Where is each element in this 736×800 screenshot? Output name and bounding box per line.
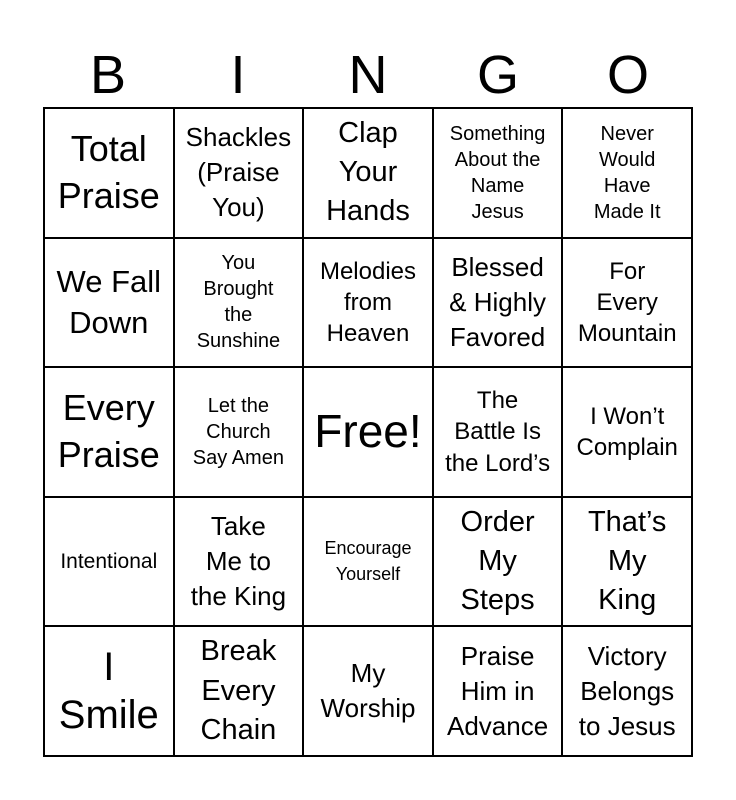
cell-text: You Brought the Sunshine	[196, 252, 281, 353]
cell-text: That’s My King	[587, 505, 667, 617]
cell-text: Free!	[314, 405, 422, 458]
cell-text: Order My Steps	[460, 505, 535, 617]
bingo-cell	[44, 108, 174, 238]
bingo-cell	[174, 497, 304, 627]
cell-text: Take Me to the King	[190, 510, 287, 612]
cell-text: Let the Church Say Amen	[192, 394, 284, 469]
cell-text: Clap Your Hands	[326, 117, 410, 228]
bingo-cell	[562, 497, 692, 627]
cell-text: Encourage Yourself	[324, 538, 412, 584]
cell-text: I Won’t Complain	[576, 402, 678, 461]
cell-text: Shackles (Praise You)	[185, 122, 292, 223]
cell-text: My Worship	[320, 658, 416, 724]
cell-text: Praise Him in Advance	[447, 640, 549, 741]
bingo-cell	[303, 497, 433, 627]
bingo-cell	[433, 108, 563, 238]
bingo-cell	[303, 626, 433, 756]
cell-text: We Fall Down	[56, 263, 162, 341]
header-letter-i: I	[230, 45, 246, 105]
header-letter-g: G	[476, 45, 519, 105]
bingo-cell	[562, 238, 692, 368]
cell-text: Blessed & Highly Favored	[449, 251, 546, 352]
bingo-cell	[174, 367, 304, 497]
cell-text: For Every Mountain	[577, 257, 677, 347]
cell-text: Total Praise	[57, 128, 160, 216]
bingo-cell	[562, 626, 692, 756]
bingo-cell	[44, 238, 174, 368]
bingo-cell	[433, 238, 563, 368]
bingo-cell	[44, 497, 174, 627]
bingo-cell	[562, 108, 692, 238]
bingo-cell	[174, 238, 304, 368]
bingo-cell	[433, 367, 563, 497]
cell-text: Intentional	[60, 549, 158, 573]
header-letter-o: O	[606, 45, 649, 105]
free-space	[303, 367, 433, 497]
bingo-cell	[433, 497, 563, 627]
bingo-cell	[303, 238, 433, 368]
bingo-cell	[44, 626, 174, 756]
cell-text: Melodies from Heaven	[319, 257, 417, 347]
bingo-cell	[303, 108, 433, 238]
bingo-cell	[44, 367, 174, 497]
header-letter-b: B	[89, 45, 127, 105]
header-letter-n: N	[348, 45, 388, 105]
bingo-cell	[433, 626, 563, 756]
bingo-cell	[562, 367, 692, 497]
cell-text: Every Praise	[57, 387, 160, 475]
cell-text: Something About the Name Jesus	[449, 122, 546, 223]
cell-text: The Battle Is the Lord’s	[445, 387, 551, 477]
bingo-board	[43, 107, 693, 757]
cell-text: Break Every Chain	[200, 635, 277, 746]
bingo-header	[43, 44, 693, 106]
cell-text: Victory Belongs to Jesus	[578, 640, 676, 741]
cell-text: Never Would Have Made It	[593, 122, 661, 223]
bingo-cell	[174, 626, 304, 756]
bingo-cell	[174, 108, 304, 238]
cell-text: I Smile	[58, 645, 159, 738]
